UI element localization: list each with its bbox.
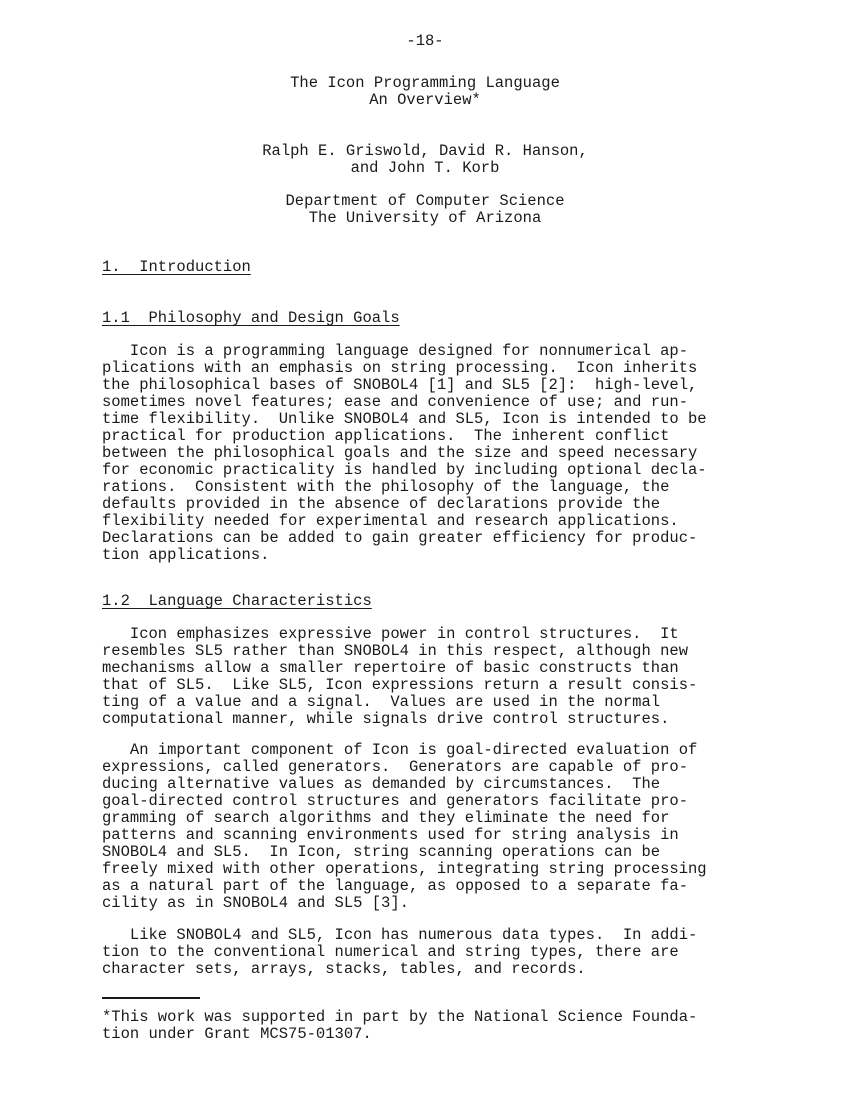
text-line: Icon emphasizes expressive power in control structures. It bbox=[102, 625, 679, 643]
text-line: practical for production applications. The inherent conflict bbox=[102, 427, 670, 445]
text-line: as a natural part of the language, as opposed to a separate fa- bbox=[102, 877, 688, 895]
text-line: defaults provided in the absence of declarations provide the bbox=[102, 495, 661, 513]
text-line: cility as in SNOBOL4 and SL5 [3]. bbox=[102, 894, 409, 912]
paper-title: The Icon Programming Language bbox=[290, 74, 560, 92]
text-line: ting of a value and a signal. Values are used in the normal bbox=[102, 693, 661, 711]
text-line: mechanisms allow a smaller repertoire of basic constructs than bbox=[102, 659, 679, 677]
text-line: Declarations can be added to gain greater efficiency for produc- bbox=[102, 529, 698, 547]
footnote-rule bbox=[102, 997, 200, 999]
text-line: freely mixed with other operations, integrating string processing bbox=[102, 860, 707, 878]
text-line: computational manner, while signals drive control structures. bbox=[102, 710, 670, 728]
text-line: between the philosophical goals and the size and speed necessary bbox=[102, 444, 698, 462]
text-line: rations. Consistent with the philosophy of the language, the bbox=[102, 478, 670, 496]
section-heading-introduction: 1. Introduction bbox=[102, 258, 251, 276]
text-line: character sets, arrays, stacks, tables, and records. bbox=[102, 960, 586, 978]
text-line: sometimes novel features; ease and convenience of use; and run- bbox=[102, 393, 688, 411]
text-line: gramming of search algorithms and they eliminate the need for bbox=[102, 809, 670, 827]
section-heading-language-characteristics: 1.2 Language Characteristics bbox=[102, 592, 372, 610]
footnote-line: tion under Grant MCS75-01307. bbox=[102, 1025, 372, 1043]
text-line: tion applications. bbox=[102, 546, 270, 564]
text-line: plications with an emphasis on string processing. Icon inherits bbox=[102, 359, 698, 377]
text-line: the philosophical bases of SNOBOL4 [1] and SL5 [2]: high-level, bbox=[102, 376, 698, 394]
text-line: An important component of Icon is goal-directed evaluation of bbox=[102, 741, 698, 759]
page-number: -18- bbox=[406, 32, 444, 50]
text-line: patterns and scanning environments used for string analysis in bbox=[102, 826, 679, 844]
authors-line-2: and John T. Korb bbox=[350, 159, 500, 177]
text-line: flexibility needed for experimental and research applications. bbox=[102, 512, 679, 530]
text-line: tion to the conventional numerical and string types, there are bbox=[102, 943, 679, 961]
text-line: goal-directed control structures and generators facilitate pro- bbox=[102, 792, 688, 810]
text-line: resembles SL5 rather than SNOBOL4 in this respect, although new bbox=[102, 642, 688, 660]
authors-line-1: Ralph E. Griswold, David R. Hanson, bbox=[262, 142, 588, 160]
text-line: for economic practicality is handled by including optional decla- bbox=[102, 461, 707, 479]
affiliation-line-2: The University of Arizona bbox=[308, 209, 542, 227]
text-line: that of SL5. Like SL5, Icon expressions return a result consis- bbox=[102, 676, 698, 694]
affiliation-line-1: Department of Computer Science bbox=[285, 192, 565, 210]
text-line: SNOBOL4 and SL5. In Icon, string scanning operations can be bbox=[102, 843, 661, 861]
paper-subtitle: An Overview* bbox=[369, 91, 481, 109]
text-line: time flexibility. Unlike SNOBOL4 and SL5, Icon is intended to be bbox=[102, 410, 707, 428]
text-line: ducing alternative values as demanded by circumstances. The bbox=[102, 775, 661, 793]
text-line: Like SNOBOL4 and SL5, Icon has numerous data types. In addi- bbox=[102, 926, 698, 944]
section-heading-philosophy: 1.1 Philosophy and Design Goals bbox=[102, 309, 400, 327]
text-line: expressions, called generators. Generators are capable of pro- bbox=[102, 758, 688, 776]
footnote-line: *This work was supported in part by the National Science Founda- bbox=[102, 1008, 698, 1026]
text-line: Icon is a programming language designed for nonnumerical ap- bbox=[102, 342, 688, 360]
